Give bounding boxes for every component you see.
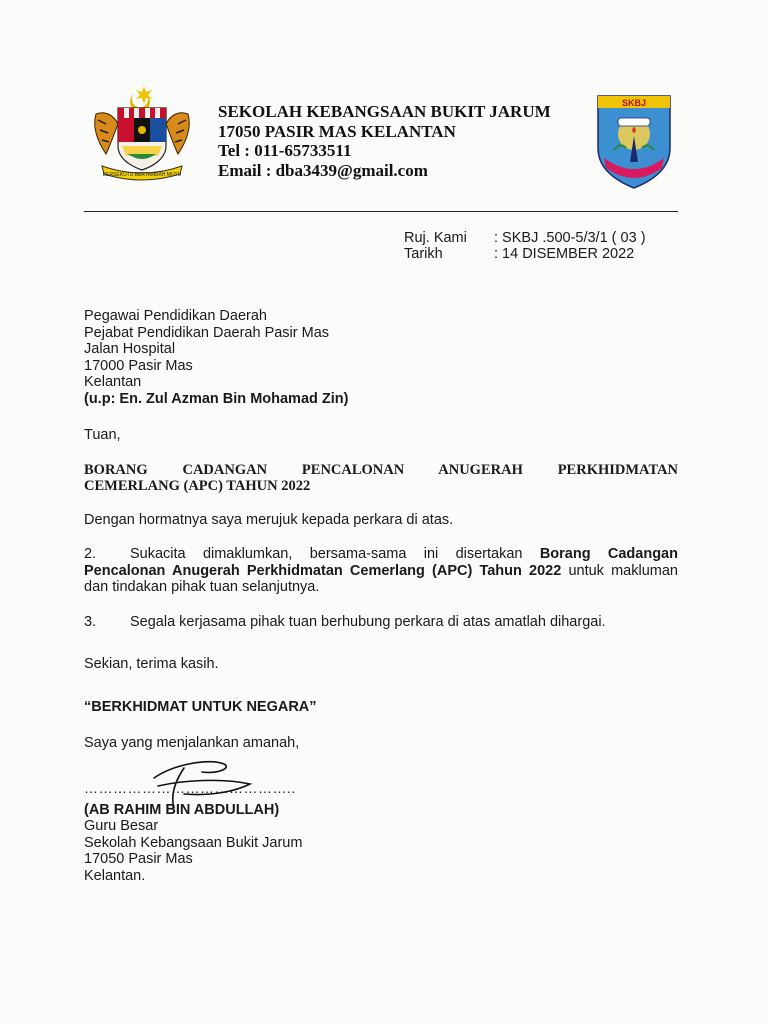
- school-email: Email : dba3439@gmail.com: [218, 160, 428, 180]
- school-name: SEKOLAH KEBANGSAAN BUKIT JARUM: [218, 102, 551, 121]
- trust-line: Saya yang menjalankan amanah,: [84, 735, 300, 751]
- letterhead: [218, 102, 551, 180]
- header-divider: [84, 211, 678, 212]
- school-phone: Tel : 011-65733511: [218, 141, 352, 160]
- recipient-line: Kelantan: [84, 374, 142, 390]
- paragraph-2-tail: untuk makluman dan tindakan pihak tuan selanjutnya.: [84, 562, 678, 595]
- letter-subject: [84, 462, 678, 494]
- subject-line-2: CEMERLANG (APC) TAHUN 2022: [84, 477, 311, 494]
- school-address: 17050 PASIR MAS KELANTAN: [218, 121, 456, 141]
- recipient-line: Jalan Hospital: [84, 341, 176, 357]
- signature-icon: [114, 750, 284, 820]
- ref-label: Ruj. Kami: [404, 230, 467, 246]
- salutation: Tuan,: [84, 427, 121, 443]
- paragraph-3: [84, 614, 678, 631]
- recipient-line: Pejabat Pendidikan Daerah Pasir Mas: [84, 324, 330, 341]
- reference-block: [404, 230, 646, 262]
- recipient-address: [84, 308, 678, 407]
- subject-line-1: BORANG CADANGAN PENCALONAN ANUGERAH PERKHIDMATAN: [84, 461, 678, 478]
- national-crest-icon: [88, 84, 196, 184]
- ref-value: : SKBJ .500-5/3/1 ( 03 ): [494, 230, 646, 246]
- signatory-city: 17050 Pasir Mas: [84, 851, 193, 867]
- signatory-state: Kelantan.: [84, 867, 146, 884]
- signature-dots: ……………………………………..: [84, 779, 296, 796]
- recipient-line: Pegawai Pendidikan Daerah: [84, 308, 267, 324]
- school-logo-icon: [592, 92, 676, 192]
- paragraph-number: 3.: [84, 613, 97, 630]
- signatory-name: (AB RAHIM BIN ABDULLAH): [84, 801, 280, 818]
- date-value: : 14 DISEMBER 2022: [494, 246, 635, 262]
- motto: “BERKHIDMAT UNTUK NEGARA”: [84, 698, 317, 715]
- recipient-attention: (u.p: En. Zul Azman Bin Mohamad Zin): [84, 390, 349, 407]
- paragraph-3-text: Segala kerjasama pihak tuan berhubung perkara di atas amatlah dihargai.: [130, 613, 606, 630]
- svg-text:BERSEKUTU BERTAMBAH MUTU: BERSEKUTU BERTAMBAH MUTU: [102, 172, 182, 178]
- paragraph-2-bold: Borang Cadangan Pencalonan Anugerah Perkhidmatan Cemerlang (APC) Tahun 2022: [84, 546, 678, 579]
- school-logo-text: SKBJ: [621, 98, 647, 108]
- paragraph-2: [84, 546, 678, 596]
- signatory-title: Guru Besar: [84, 818, 159, 834]
- paragraph-1: Dengan hormatnya saya merujuk kepada perkara di atas.: [84, 511, 454, 528]
- paragraph-2-text: Sukacita dimaklumkan, bersama-sama ini disertakan: [130, 546, 540, 562]
- date-label: Tarikh: [404, 246, 443, 262]
- signatory-school: Sekolah Kebangsaan Bukit Jarum: [84, 834, 303, 851]
- closing: Sekian, terima kasih.: [84, 656, 219, 672]
- signature-area: [84, 758, 678, 802]
- paragraph-number: 2.: [84, 546, 97, 562]
- letter-body: [84, 308, 678, 884]
- recipient-line: 17000 Pasir Mas: [84, 357, 193, 374]
